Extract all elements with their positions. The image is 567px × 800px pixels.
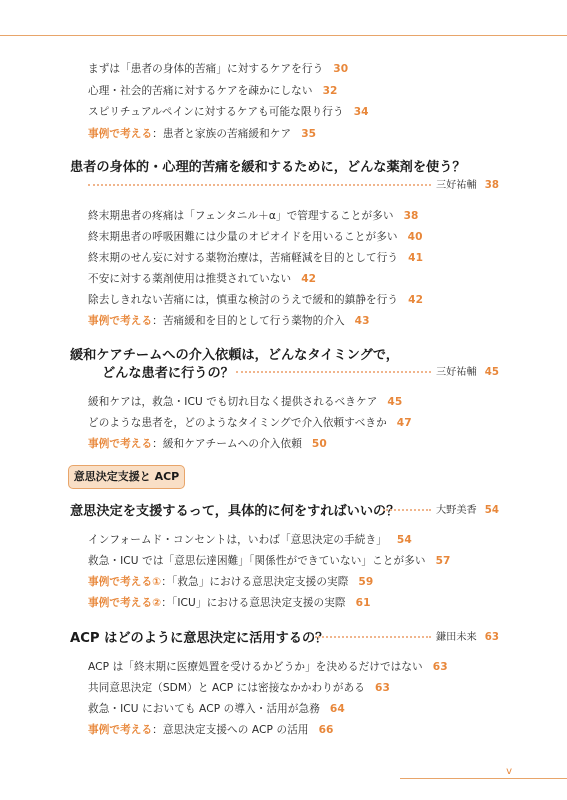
- chapter-author: 鎌田未来 63: [436, 632, 499, 643]
- toc-entry[interactable]: ACP は「終末期に医療処置を受けるかどうか」を決めるだけではない 63: [88, 661, 448, 673]
- chapter-title[interactable]: 緩和ケアチームへの介入依頼は，どんなタイミングで，: [70, 348, 399, 363]
- toc-entry[interactable]: インフォームド・コンセントは，いわば「意思決定の手続き」 54: [88, 534, 412, 546]
- toc-example-entry[interactable]: 事例で考える：意思決定支援への ACP の活用 66: [88, 724, 334, 736]
- chapter-author: 大野美香 54: [436, 505, 499, 516]
- toc-entry[interactable]: 終末期患者の疼痛は「フェンタニル＋α」で管理することが多い 38: [88, 210, 419, 222]
- leader-dots: [383, 509, 431, 511]
- toc-entry[interactable]: どのような患者を，どのようなタイミングで介入依頼すべきか 47: [88, 417, 412, 429]
- toc-entry[interactable]: 心理・社会的苦痛に対するケアを疎かにしない 32: [88, 85, 338, 97]
- toc-entry[interactable]: 緩和ケアは，救急・ICU でも切れ目なく提供されるべきケア 45: [88, 396, 403, 408]
- leader-dots: [315, 636, 431, 638]
- toc-entry[interactable]: 終末期患者の呼吸困難には少量のオピオイドを用いることが多い 40: [88, 231, 423, 243]
- chapter-title[interactable]: ACP はどのように意思決定に活用するの？: [70, 631, 329, 646]
- chapter-title[interactable]: 意思決定を支援するって，具体的に何をすればいいの？: [70, 504, 400, 519]
- toc-entry[interactable]: 終末期のせん妄に対する薬物治療は，苦痛軽減を目的として行う 41: [88, 252, 424, 264]
- section-tag: 意思決定支援と ACP: [68, 465, 185, 489]
- bottom-rule: [400, 778, 567, 779]
- top-rule: [0, 35, 567, 36]
- leader-dots: [236, 371, 431, 373]
- chapter-author: 三好祐輔 45: [436, 367, 499, 378]
- toc-entry[interactable]: 救急・ICU においても ACP の導入・活用が急務 64: [88, 703, 345, 715]
- toc-entry[interactable]: スピリチュアルペインに対するケアも可能な限り行う 34: [88, 106, 369, 118]
- toc-example-entry[interactable]: 事例で考える②：「ICU」における意思決定支援の実際 61: [88, 597, 371, 609]
- toc-example-entry[interactable]: 事例で考える①：「救急」における意思決定支援の実際 59: [88, 576, 374, 588]
- chapter-author: 三好祐輔 38: [436, 180, 499, 191]
- toc-example-entry[interactable]: 事例で考える：苦痛緩和を目的として行う薬物的介入 43: [88, 315, 370, 327]
- chapter-title[interactable]: 患者の身体的・心理的苦痛を緩和するために，どんな薬剤を使う？: [70, 160, 466, 175]
- toc-entry[interactable]: 救急・ICU では「意思伝達困難」「関係性ができていない」ことが多い 57: [88, 555, 451, 567]
- toc-entry[interactable]: 共同意思決定（SDM）と ACP には密接なかかわりがある 63: [88, 682, 390, 694]
- leader-dots: [88, 184, 431, 186]
- toc-example-entry[interactable]: 事例で考える：緩和ケアチームへの介入依頼 50: [88, 438, 327, 450]
- chapter-title-line2[interactable]: どんな患者に行うの？: [102, 366, 234, 381]
- toc-entry[interactable]: 除去しきれない苦痛には，慎重な検討のうえで緩和的鎮静を行う 42: [88, 294, 424, 306]
- toc-entry[interactable]: まずは「患者の身体的苦痛」に対するケアを行う 30: [88, 63, 349, 75]
- toc-example-entry[interactable]: 事例で考える：患者と家族の苦痛緩和ケア 35: [88, 128, 317, 140]
- page-number: v: [506, 766, 512, 777]
- toc-entry[interactable]: 不安に対する薬剤使用は推奨されていない 42: [88, 273, 317, 285]
